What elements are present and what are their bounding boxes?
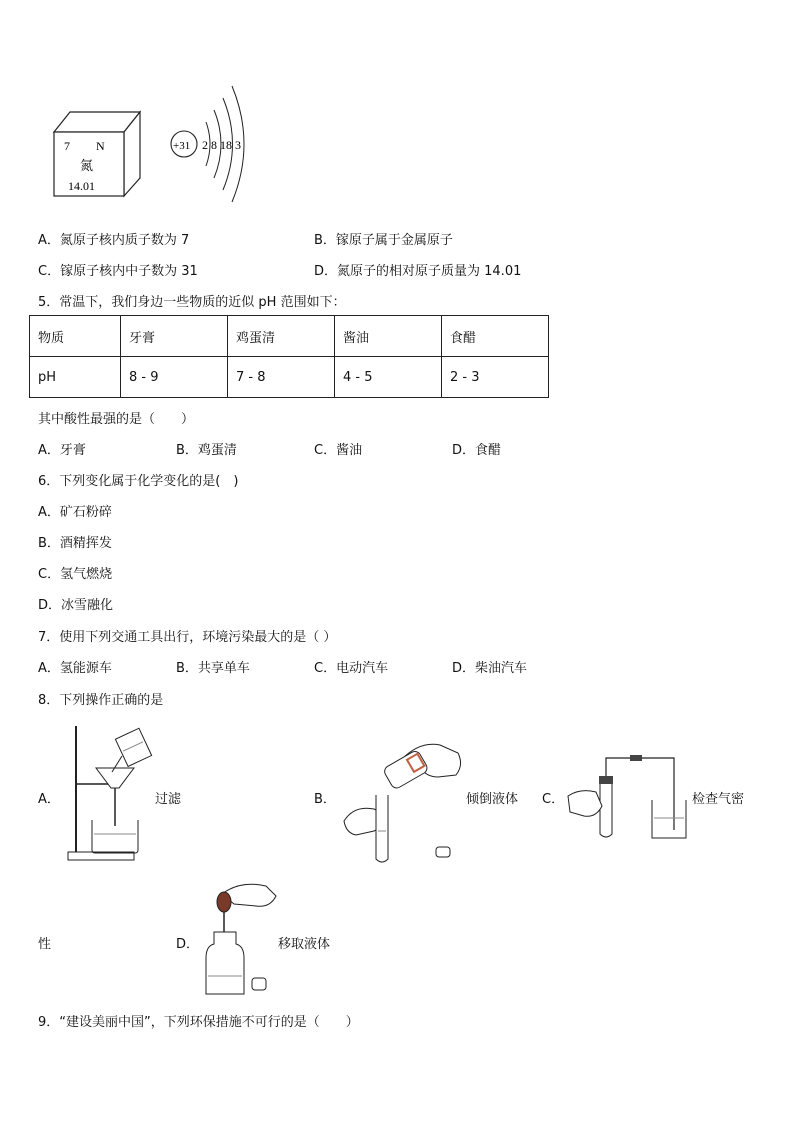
airtight-check-figure xyxy=(566,752,694,844)
q7-stem: 7．使用下列交通工具出行，环境污染最大的是（ ） xyxy=(38,630,337,645)
pouring-liquid-figure xyxy=(340,735,468,865)
q8-stem: 8．下列操作正确的是 xyxy=(38,693,164,708)
table-cell: pH xyxy=(30,357,121,398)
table-cell: 鸡蛋清 xyxy=(228,316,335,357)
q4-option-d: D．氮原子的相对原子质量为 14.01 xyxy=(314,264,522,279)
q5-option-c: C．酱油 xyxy=(314,443,363,458)
q6-option-b: B．酒精挥发 xyxy=(38,536,112,551)
q8-a-caption: 过滤 xyxy=(155,792,182,807)
table-row xyxy=(30,357,549,398)
element-number: 7 xyxy=(64,139,70,153)
q8-c-caption: 检查气密 xyxy=(692,792,745,807)
q8-c-letter: C． xyxy=(542,792,565,807)
element-name: 氮 xyxy=(80,159,94,174)
electron-shells: 2 8 18 3 xyxy=(202,138,241,152)
table-cell: 食醋 xyxy=(442,316,549,357)
q7-option-a: A．氢能源车 xyxy=(38,661,112,676)
table-cell: 牙膏 xyxy=(121,316,228,357)
q4-option-c: C．镓原子核内中子数为 31 xyxy=(38,264,198,279)
table-cell: 7 - 8 xyxy=(228,357,335,398)
q6-option-c: C．氢气燃烧 xyxy=(38,567,113,582)
q8-b-letter: B． xyxy=(314,792,336,807)
table-cell: 酱油 xyxy=(335,316,442,357)
element-card-figure xyxy=(50,104,142,198)
q6-option-d: D．冰雪融化 xyxy=(38,598,114,613)
filtration-figure xyxy=(62,722,154,864)
element-mass: 14.01 xyxy=(68,179,95,193)
nucleus-charge: +31 xyxy=(173,140,191,152)
q5-option-a: A．牙膏 xyxy=(38,443,86,458)
table-cell: 2 - 3 xyxy=(442,357,549,398)
q8-b-caption: 倾倒液体 xyxy=(466,792,519,807)
q7-option-c: C．电动汽车 xyxy=(314,661,389,676)
table-cell: 4 - 5 xyxy=(335,357,442,398)
q8-d-letter: D． xyxy=(176,937,200,952)
q6-stem: 6．下列变化属于化学变化的是( ) xyxy=(38,474,239,489)
q6-option-a: A．矿石粉碎 xyxy=(38,505,112,520)
q8-c-caption-cont: 性 xyxy=(38,937,52,952)
q4-option-a: A．氮原子核内质子数为 7 xyxy=(38,233,190,248)
q7-option-d: D．柴油汽车 xyxy=(452,661,528,676)
q7-option-b: B．共享单车 xyxy=(176,661,250,676)
table-cell: 8 - 9 xyxy=(121,357,228,398)
table-header-row xyxy=(30,316,549,357)
q9-stem: 9．“建设美丽中国”，下列环保措施不可行的是（ ） xyxy=(38,1015,359,1030)
element-symbol: N xyxy=(96,139,105,153)
ph-table xyxy=(29,315,549,398)
q4-option-b: B．镓原子属于金属原子 xyxy=(314,233,453,248)
q5-option-b: B．鸡蛋清 xyxy=(176,443,237,458)
q5-stem: 5．常温下，我们身边一些物质的近似 pH 范围如下： xyxy=(38,295,346,310)
table-cell: 物质 xyxy=(30,316,121,357)
q5-question: 其中酸性最强的是（ ） xyxy=(38,412,195,427)
q8-a-letter: A． xyxy=(38,792,60,807)
q8-d-caption: 移取液体 xyxy=(278,937,331,952)
q5-option-d: D．食醋 xyxy=(452,443,502,458)
atom-structure-figure xyxy=(166,80,266,208)
dropper-figure xyxy=(200,880,278,1002)
